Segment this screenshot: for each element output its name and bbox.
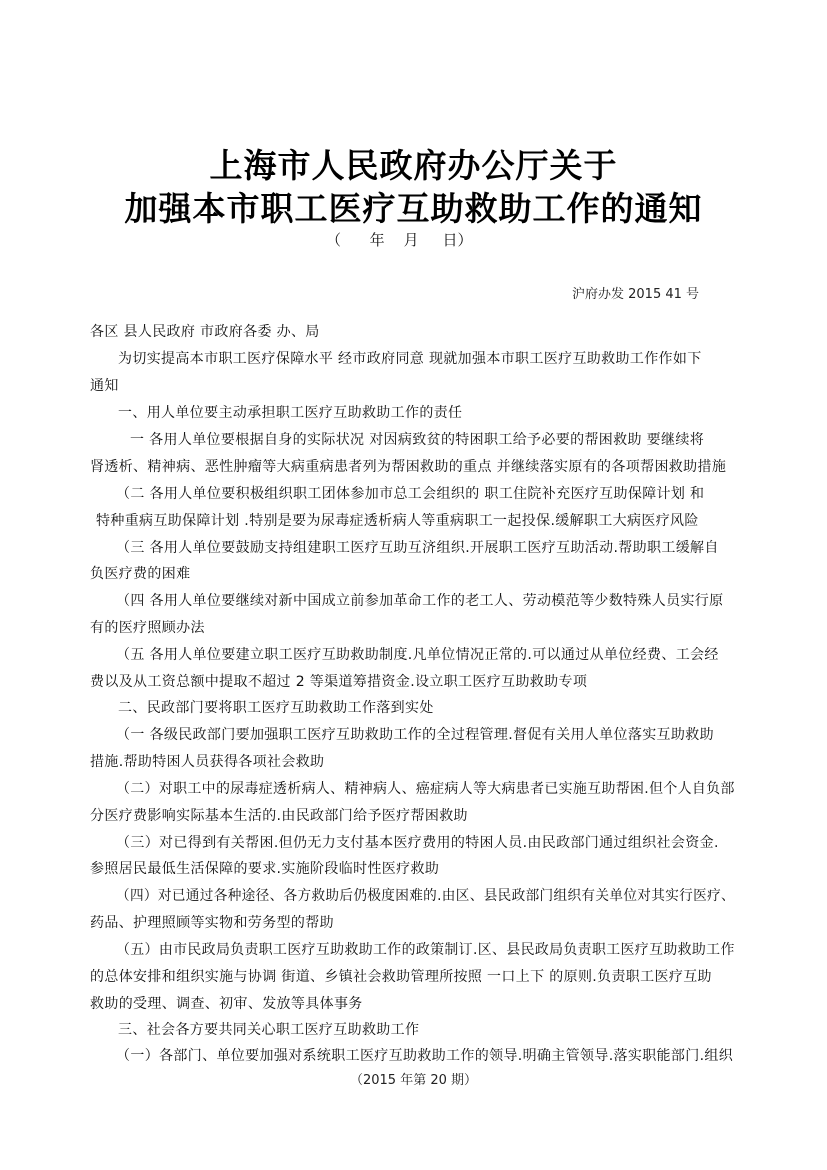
body-line: 为切实提高本市职工医疗保障水平 经市政府同意 现就加强本市职工医疗互助救助工作作如下	[118, 351, 702, 367]
section-heading: 一、用人单位要主动承担职工医疗互助救助工作的责任	[118, 405, 463, 421]
body-line: （一 各级民政部门要加强职工医疗互助救助工作的全过程管理.督促有关用人单位落实互助救助	[116, 727, 714, 743]
body-line: 分医疗费影响实际基本生活的.由民政部门给予医疗帮困救助	[90, 808, 468, 824]
section-heading: 二、民政部门要将职工医疗互助救助工作落到实处	[118, 700, 434, 716]
issue-footer: （2015 年第 20 期）	[349, 1073, 478, 1088]
body-line: 药品、护理照顾等实物和劳务型的帮助	[90, 915, 334, 931]
body-line: （五 各用人单位要建立职工医疗互助救助制度.凡单位情况正常的.可以通过从单位经费、工会经	[116, 647, 719, 663]
body-line: （五）由市民政局负责职工医疗互助救助工作的政策制订.区、县民政局负责职工医疗互助救助工作	[116, 942, 735, 958]
body-line: （四 各用人单位要继续对新中国成立前参加革命工作的老工人、劳动模范等少数特殊人员实行原	[116, 593, 724, 609]
body-line: 一 各用人单位要根据自身的实际状况 对因病致贫的特困职工给予必要的帮困救助 要继续将	[130, 432, 705, 448]
body-line: （三）对已得到有关帮困.但仍无力支付基本医疗费用的特困人员.由民政部门通过组织社会资金.	[116, 835, 719, 851]
body-line: （三 各用人单位要鼓励支持组建职工医疗互助互济组织.开展职工医疗互助活动.帮助职工缓解自	[116, 540, 719, 556]
body-line: 特种重病互助保障计划 .特别是要为尿毒症透析病人等重病职工一起投保.缓解职工大病医疗风险	[96, 513, 699, 529]
body-line: 的总体安排和组织实施与协调 街道、乡镇社会救助管理所按照 一口上下 的原则.负责职工医疗互助	[90, 969, 712, 985]
body-line: 有的医疗照顾办法	[90, 620, 205, 636]
document-title-line2: 加强本市职工医疗互助救助工作的通知	[124, 189, 703, 228]
section-heading: 三、社会各方要共同关心职工医疗互助救助工作	[118, 1022, 420, 1038]
addressee: 各区 县人民政府 市政府各委 办、局	[90, 324, 320, 340]
document-title-line1: 上海市人民政府办公厅关于	[209, 146, 618, 185]
body-line: 通知	[90, 378, 119, 394]
body-line: 肾透析、精神病、恶性肿瘤等大病重病患者列为帮困救助的重点 并继续落实原有的各项帮困救助措施	[90, 459, 727, 475]
body-line: （二 各用人单位要积极组织职工团体参加市总工会组织的 职工住院补充医疗互助保障计划 和	[116, 486, 705, 502]
document-date-line: （ 年 月 日）	[326, 231, 473, 249]
body-line: （四）对已通过各种途径、各方救助后仍极度困难的.由区、县民政部门组织有关单位对其实行医疗、	[116, 888, 736, 904]
body-line: （一）各部门、单位要加强对系统职工医疗互助救助工作的领导.明确主管领导.落实职能部门.组织	[116, 1048, 734, 1064]
body-line: （二）对职工中的尿毒症透析病人、精神病人、癌症病人等大病患者已实施互助帮困.但个人自负部	[116, 781, 735, 797]
body-line: 参照居民最低生活保障的要求.实施阶段临时性医疗救助	[90, 861, 440, 877]
body-line: 救助的受理、调查、初审、发放等具体事务	[90, 996, 363, 1012]
body-line: 措施.帮助特困人员获得各项社会救助	[90, 754, 325, 770]
document-number: 沪府办发 2015 41 号	[572, 287, 700, 302]
body-line: 费以及从工资总额中提取不超过 2 等渠道筹措资金.设立职工医疗互助救助专项	[90, 674, 588, 690]
body-line: 负医疗费的困难	[90, 566, 191, 582]
